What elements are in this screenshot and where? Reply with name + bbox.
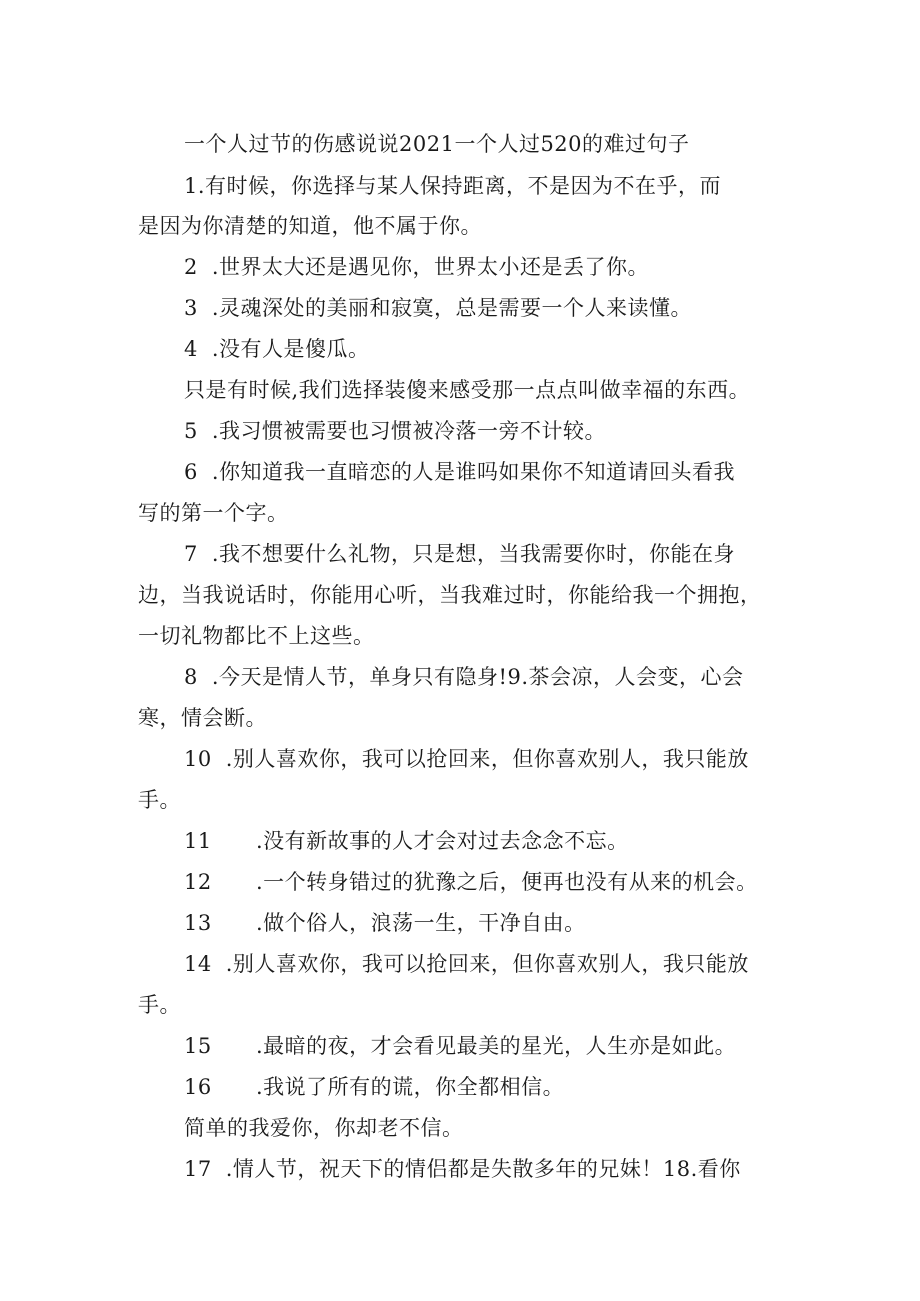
paragraph-line-24 — [184, 1114, 464, 1142]
document-title: 一个人过节的伤感说说2021一个人过520的难过句子 — [184, 132, 690, 156]
paragraph-line-8 — [184, 458, 735, 486]
item-text: 寒，情会断。 — [138, 706, 267, 730]
paragraph-line-6 — [184, 376, 750, 404]
item-text: .我说了所有的谎，你全都相信。 — [256, 1075, 565, 1099]
item-text: .做个俗人，浪荡一生，干净自由。 — [256, 911, 586, 935]
item-number: 17 — [184, 1157, 212, 1181]
item-number: 1. — [184, 174, 206, 198]
item-number: 12 — [184, 870, 212, 894]
item-number: 7 — [184, 542, 198, 566]
item-text: .别人喜欢你，我可以抢回来，但你喜欢别人，我只能放 — [225, 952, 749, 976]
item-number: 3 — [184, 296, 198, 320]
item-text: 有时候，你选择与某人保持距离，不是因为不在乎，而 — [205, 174, 722, 198]
item-text: 一切礼物都比不上这些。 — [138, 624, 375, 648]
item-number: 10 — [184, 747, 212, 771]
item-number: 13 — [184, 911, 212, 935]
item-text: .一个转身错过的犹豫之后，便再也没有从来的机会。 — [256, 870, 758, 894]
paragraph-line-17 — [184, 827, 629, 855]
item-text: .灵魂深处的美丽和寂寞，总是需要一个人来读懂。 — [211, 296, 693, 320]
paragraph-line-19 — [184, 909, 586, 937]
paragraph-line-20 — [184, 950, 749, 978]
item-number: 4 — [184, 337, 198, 361]
paragraph-line-2 — [138, 212, 482, 240]
item-text: .你知道我一直暗恋的人是谁吗如果你不知道请回头看我 — [211, 460, 736, 484]
item-number: 8 — [184, 665, 198, 689]
item-text: .没有新故事的人才会对过去念念不忘。 — [256, 829, 629, 853]
paragraph-line-3 — [184, 253, 649, 281]
paragraph-line-9 — [138, 499, 289, 527]
item-number: 15 — [184, 1034, 212, 1058]
item-text: 只是有时候,我们选择装傻来感受那一点点叫做幸福的东西。 — [184, 378, 751, 402]
paragraph-line-11 — [138, 581, 762, 609]
item-text: .最暗的夜，才会看见最美的星光，人生亦是如此。 — [256, 1034, 737, 1058]
paragraph-line-23 — [184, 1073, 564, 1101]
item-text: .别人喜欢你，我可以抢回来，但你喜欢别人，我只能放 — [225, 747, 749, 771]
item-number: 5 — [184, 419, 198, 443]
paragraph-line-25 — [184, 1155, 741, 1183]
item-text: .我不想要什么礼物，只是想，当我需要你时，你能在身 — [211, 542, 736, 566]
item-number: 16 — [184, 1075, 212, 1099]
paragraph-line-21 — [138, 991, 181, 1019]
paragraph-line-15 — [184, 745, 749, 773]
paragraph-line-13 — [184, 663, 744, 691]
item-text: 手。 — [138, 993, 181, 1017]
item-text: 手。 — [138, 788, 181, 812]
item-text: 边，当我说话时，你能用心听，当我难过时，你能给我一个拥抱， — [138, 583, 762, 607]
paragraph-line-7 — [184, 417, 606, 445]
paragraph-line-22 — [184, 1032, 736, 1060]
item-text: .今天是情人节，单身只有隐身!9.茶会凉，人会变，心会 — [211, 665, 744, 689]
item-text: .情人节，祝天下的情侣都是失散多年的兄妹！18.看你 — [225, 1157, 741, 1181]
item-number: 2 — [184, 255, 198, 279]
item-number: 6 — [184, 460, 198, 484]
paragraph-line-18 — [184, 868, 758, 896]
paragraph-line-5 — [184, 335, 370, 363]
paragraph-line-1 — [184, 172, 721, 200]
paragraph-line-16 — [138, 786, 181, 814]
paragraph-line-10 — [184, 540, 735, 568]
item-number: 11 — [184, 829, 212, 853]
paragraph-line-4 — [184, 294, 692, 322]
item-text: 写的第一个字。 — [138, 501, 289, 525]
item-text: .没有人是傻瓜。 — [211, 337, 370, 361]
paragraph-line-12 — [138, 622, 375, 650]
paragraph-line-14 — [138, 704, 267, 732]
item-text: 简单的我爱你，你却老不信。 — [184, 1116, 464, 1140]
item-text: .我习惯被需要也习惯被冷落一旁不计较。 — [211, 419, 607, 443]
item-text: 是因为你清楚的知道，他不属于你。 — [138, 214, 482, 238]
item-text: .世界太大还是遇见你，世界太小还是丢了你。 — [211, 255, 650, 279]
item-number: 14 — [184, 952, 212, 976]
